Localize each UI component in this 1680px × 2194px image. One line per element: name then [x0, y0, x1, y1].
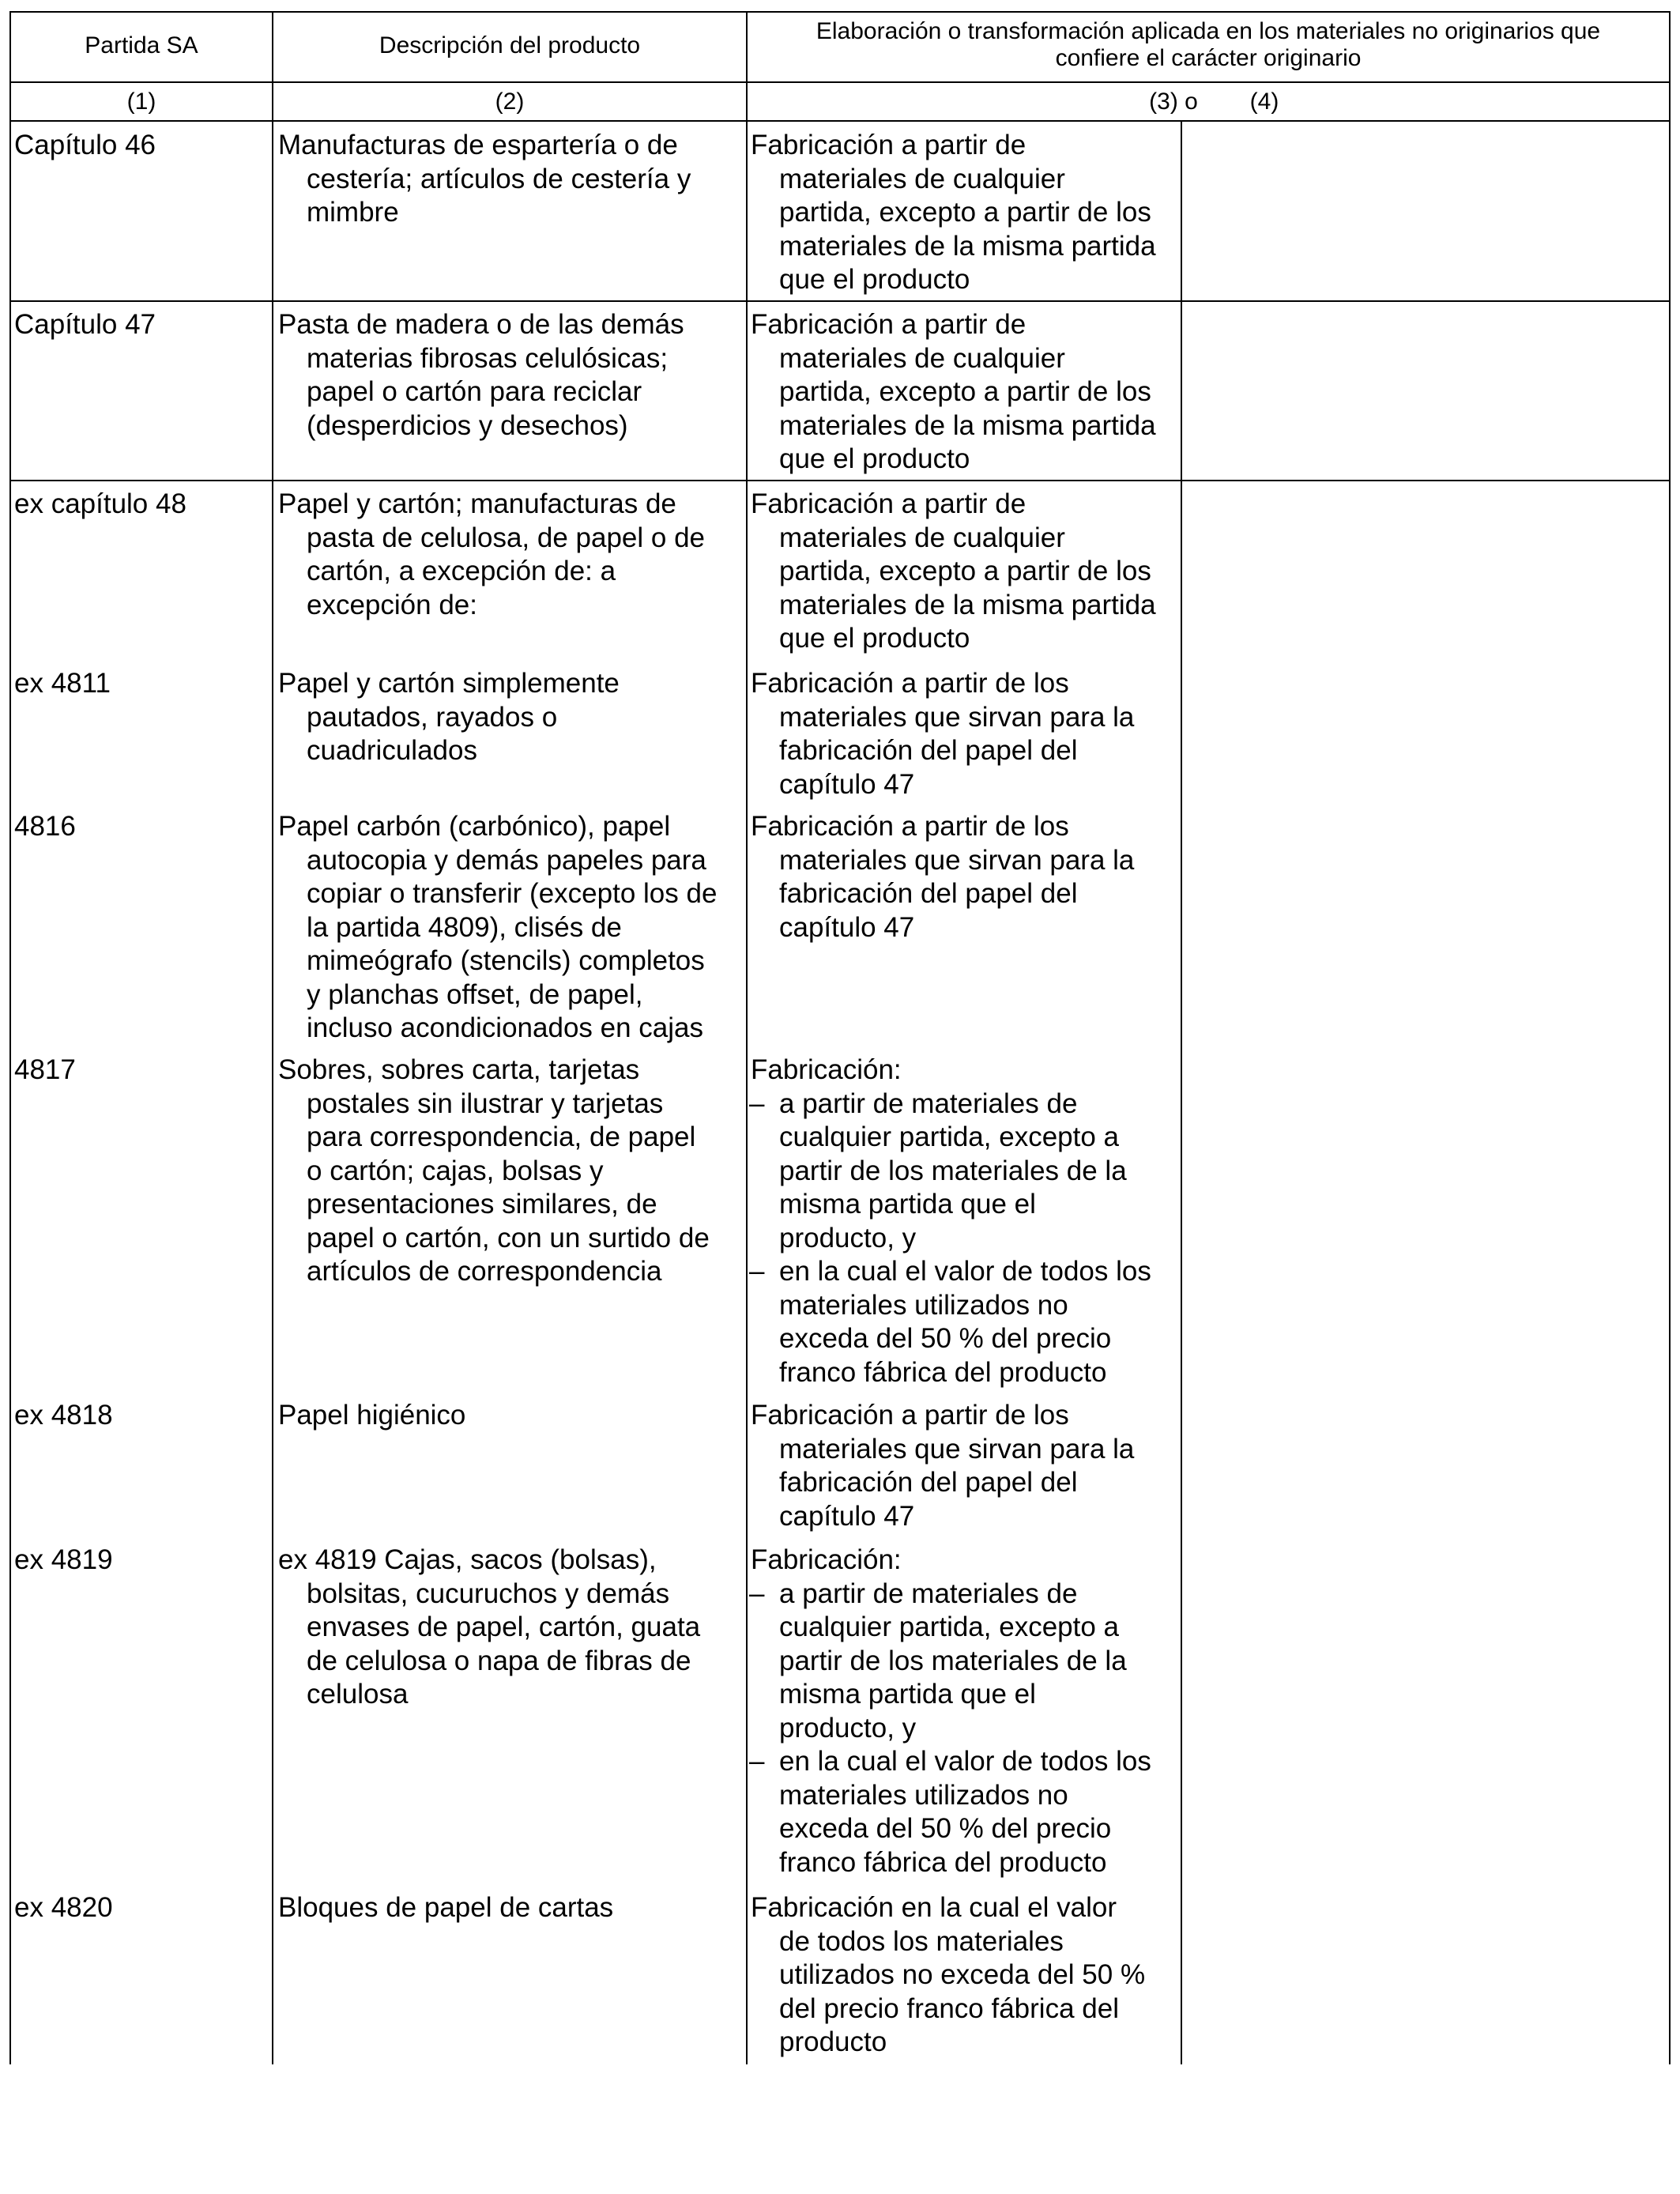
rule-bullet-item — [751, 1578, 1181, 1746]
description-ex-4818 — [278, 1399, 744, 1433]
description-ex-4819 — [278, 1544, 744, 1712]
description-line: pautados, rayados o — [307, 701, 558, 733]
rule-capitulo-46 — [751, 129, 1181, 297]
partida-ex-4820: ex 4820 — [14, 1892, 113, 1923]
rule-line: capítulo 47 — [779, 911, 915, 943]
description-line: excepción de: — [307, 589, 477, 620]
header-bottom-border — [9, 81, 1671, 83]
rule-line: Fabricación a partir de — [751, 309, 1026, 340]
rule-line: materiales utilizados no — [779, 1289, 1068, 1321]
description-line: papel o cartón para reciclar — [307, 376, 642, 407]
rule-line: Fabricación en la cual el valor — [751, 1892, 1117, 1923]
description-line: Papel higiénico — [278, 1400, 466, 1431]
dash-marker: – — [749, 1088, 765, 1119]
rule-line: capítulo 47 — [779, 1500, 915, 1532]
rule-line: franco fábrica del producto — [779, 1356, 1107, 1388]
rule-line: en la cual el valor de todos los — [779, 1746, 1151, 1777]
description-line: bolsitas, cucuruchos y demás — [307, 1578, 670, 1609]
rule-line: materiales de la misma partida — [779, 409, 1156, 441]
description-line: cartón, a excepción de: a — [307, 556, 616, 586]
description-line: Pasta de madera o de las demás — [278, 309, 684, 340]
description-line: cuadriculados — [307, 735, 477, 766]
rule-line: utilizados no exceda del 50 % — [779, 1959, 1146, 1990]
column-number-4: (4) — [1249, 89, 1279, 115]
description-line: Papel carbón (carbónico), papel — [278, 811, 671, 842]
rule-line: materiales de cualquier — [779, 522, 1065, 553]
rule-line: a partir de materiales de — [779, 1578, 1078, 1609]
rule-line: materiales de la misma partida — [779, 230, 1156, 262]
description-line: presentaciones similares, de — [307, 1189, 657, 1220]
dash-marker: – — [749, 1256, 765, 1287]
rule-line: producto, y — [779, 1222, 917, 1253]
rule-line: materiales de cualquier — [779, 342, 1065, 374]
numbers-bottom-border — [9, 120, 1671, 122]
description-line: mimbre — [307, 197, 399, 228]
rule-line: que el producto — [779, 264, 970, 295]
rule-line: materiales que sirvan para la — [779, 844, 1135, 876]
description-line: de celulosa o napa de fibras de — [307, 1645, 691, 1676]
description-line: la partida 4809), clisés de — [307, 911, 622, 943]
dash-marker: – — [749, 1746, 765, 1777]
rule-line: materiales que sirvan para la — [779, 1433, 1135, 1465]
rule-line: capítulo 47 — [779, 768, 915, 800]
partida-capitulo-46: Capítulo 46 — [14, 130, 156, 160]
description-line: copiar o transferir (excepto los de — [307, 878, 718, 909]
rule-line: misma partida que el — [779, 1189, 1036, 1220]
partida-ex-4811: ex 4811 — [14, 668, 111, 699]
rule-line: producto, y — [779, 1712, 917, 1744]
description-line: Sobres, sobres carta, tarjetas — [278, 1054, 640, 1085]
partida-4817: 4817 — [14, 1054, 76, 1085]
rule-ex-4820 — [751, 1891, 1181, 2060]
rule-ex-4818 — [751, 1399, 1181, 1533]
rule-intro: Fabricación: — [751, 1544, 902, 1575]
description-line: artículos de correspondencia — [307, 1256, 662, 1287]
rule-line: Fabricación a partir de los — [751, 811, 1069, 842]
rule-line: partir de los materiales de la — [779, 1155, 1127, 1186]
description-line: incluso acondicionados en cajas — [307, 1012, 703, 1043]
description-line: envases de papel, cartón, guata — [307, 1612, 701, 1642]
description-ex-capitulo-48 — [278, 488, 744, 622]
rule-line: cualquier partida, excepto a — [779, 1122, 1119, 1152]
description-4816 — [278, 810, 744, 1046]
description-line: cestería; artículos de cestería y — [307, 163, 691, 194]
description-ex-4811 — [278, 667, 744, 768]
rule-line: materiales que sirvan para la — [779, 701, 1135, 733]
description-line: (desperdicios y desechos) — [307, 409, 628, 441]
partida-capitulo-47: Capítulo 47 — [14, 309, 156, 340]
col-divider-3 — [1181, 121, 1182, 2064]
rule-bullet-item — [751, 1255, 1181, 1389]
rule-line: fabricación del papel del — [779, 735, 1078, 766]
description-capitulo-47 — [278, 308, 744, 443]
rule-intro: Fabricación: — [751, 1054, 902, 1085]
rule-line: partida, excepto a partir de los — [779, 376, 1151, 407]
rule-line: en la cual el valor de todos los — [779, 1256, 1151, 1287]
header-elaboracion-line-1: Elaboración o transformación aplicada en los materiales no originarios que — [816, 18, 1601, 44]
description-4817 — [278, 1054, 744, 1289]
rule-line: que el producto — [779, 443, 970, 474]
column-number-3: (3) o — [1149, 89, 1198, 115]
description-line: materias fibrosas celulósicas; — [307, 342, 669, 374]
column-number-1: (1) — [126, 89, 156, 115]
description-line: o cartón; cajas, bolsas y — [307, 1155, 604, 1186]
rule-line: de todos los materiales — [779, 1925, 1064, 1957]
rule-ex-capitulo-48 — [751, 488, 1181, 656]
description-line: papel o cartón, con un surtido de — [307, 1222, 710, 1253]
rule-line: materiales de cualquier — [779, 163, 1065, 194]
table-left-border — [9, 11, 11, 2064]
header-elaboracion — [748, 18, 1669, 72]
rule-line: exceda del 50 % del precio — [779, 1323, 1112, 1354]
rule-line: Fabricación a partir de los — [751, 1400, 1069, 1431]
rule-line: Fabricación a partir de — [751, 130, 1026, 160]
rule-line: Fabricación a partir de — [751, 488, 1026, 519]
rule-line: que el producto — [779, 623, 970, 654]
header-partida-sa: Partida SA — [85, 32, 198, 58]
description-line: Papel y cartón; manufacturas de — [278, 488, 676, 519]
dash-marker: – — [749, 1578, 765, 1609]
description-capitulo-46 — [278, 129, 744, 230]
description-line: postales sin ilustrar y tarjetas — [307, 1088, 664, 1119]
rule-line: partida, excepto a partir de los — [779, 556, 1151, 586]
rule-ex-4811 — [751, 667, 1181, 801]
row-divider-1 — [9, 300, 1671, 302]
partida-4816: 4816 — [14, 811, 76, 842]
row-divider-2 — [9, 480, 1671, 481]
rule-line: misma partida que el — [779, 1679, 1036, 1710]
table-top-border — [9, 11, 1671, 13]
rule-line: Fabricación a partir de los — [751, 668, 1069, 699]
rule-ex-4819 — [751, 1544, 1181, 1879]
rule-4816 — [751, 810, 1181, 944]
description-line: ex 4819 Cajas, sacos (bolsas), — [278, 1544, 657, 1575]
description-line: Bloques de papel de cartas — [278, 1892, 614, 1923]
description-line: pasta de celulosa, de papel o de — [307, 522, 705, 553]
rule-bullet-item — [751, 1745, 1181, 1879]
description-line: celulosa — [307, 1679, 409, 1710]
rule-capitulo-47 — [751, 308, 1181, 477]
rule-line: partida, excepto a partir de los — [779, 197, 1151, 228]
rule-line: a partir de materiales de — [779, 1088, 1078, 1119]
partida-ex-4818: ex 4818 — [14, 1400, 113, 1431]
rule-line: producto — [779, 2026, 887, 2057]
rule-4817 — [751, 1054, 1181, 1389]
col-divider-1 — [272, 11, 273, 2064]
column-number-2: (2) — [495, 89, 525, 115]
description-line: Papel y cartón simplemente — [278, 668, 620, 699]
description-line: Manufacturas de espartería o de — [278, 130, 678, 160]
description-line: autocopia y demás papeles para — [307, 844, 706, 876]
rule-line: exceda del 50 % del precio — [779, 1813, 1112, 1844]
description-line: mimeógrafo (stencils) completos — [307, 945, 705, 976]
rule-line: fabricación del papel del — [779, 1467, 1078, 1498]
rule-bullet-item — [751, 1088, 1181, 1256]
col-divider-2 — [746, 11, 748, 2064]
description-ex-4820 — [278, 1891, 744, 1925]
rule-line: materiales de la misma partida — [779, 589, 1156, 620]
rule-line: materiales utilizados no — [779, 1779, 1068, 1811]
description-line: para correspondencia, de papel — [307, 1122, 696, 1152]
table-right-border — [1669, 11, 1671, 2064]
partida-ex-capitulo-48: ex capítulo 48 — [14, 488, 186, 519]
rule-line: cualquier partida, excepto a — [779, 1612, 1119, 1642]
partida-ex-4819: ex 4819 — [14, 1544, 113, 1575]
rule-line: partir de los materiales de la — [779, 1645, 1127, 1676]
rule-line: fabricación del papel del — [779, 878, 1078, 909]
description-line: y planchas offset, de papel, — [307, 978, 643, 1010]
header-descripcion: Descripción del producto — [379, 32, 641, 58]
rule-line: del precio franco fábrica del — [779, 1992, 1119, 2024]
header-elaboracion-line-2: confiere el carácter originario — [1055, 45, 1362, 71]
rule-line: franco fábrica del producto — [779, 1846, 1107, 1878]
